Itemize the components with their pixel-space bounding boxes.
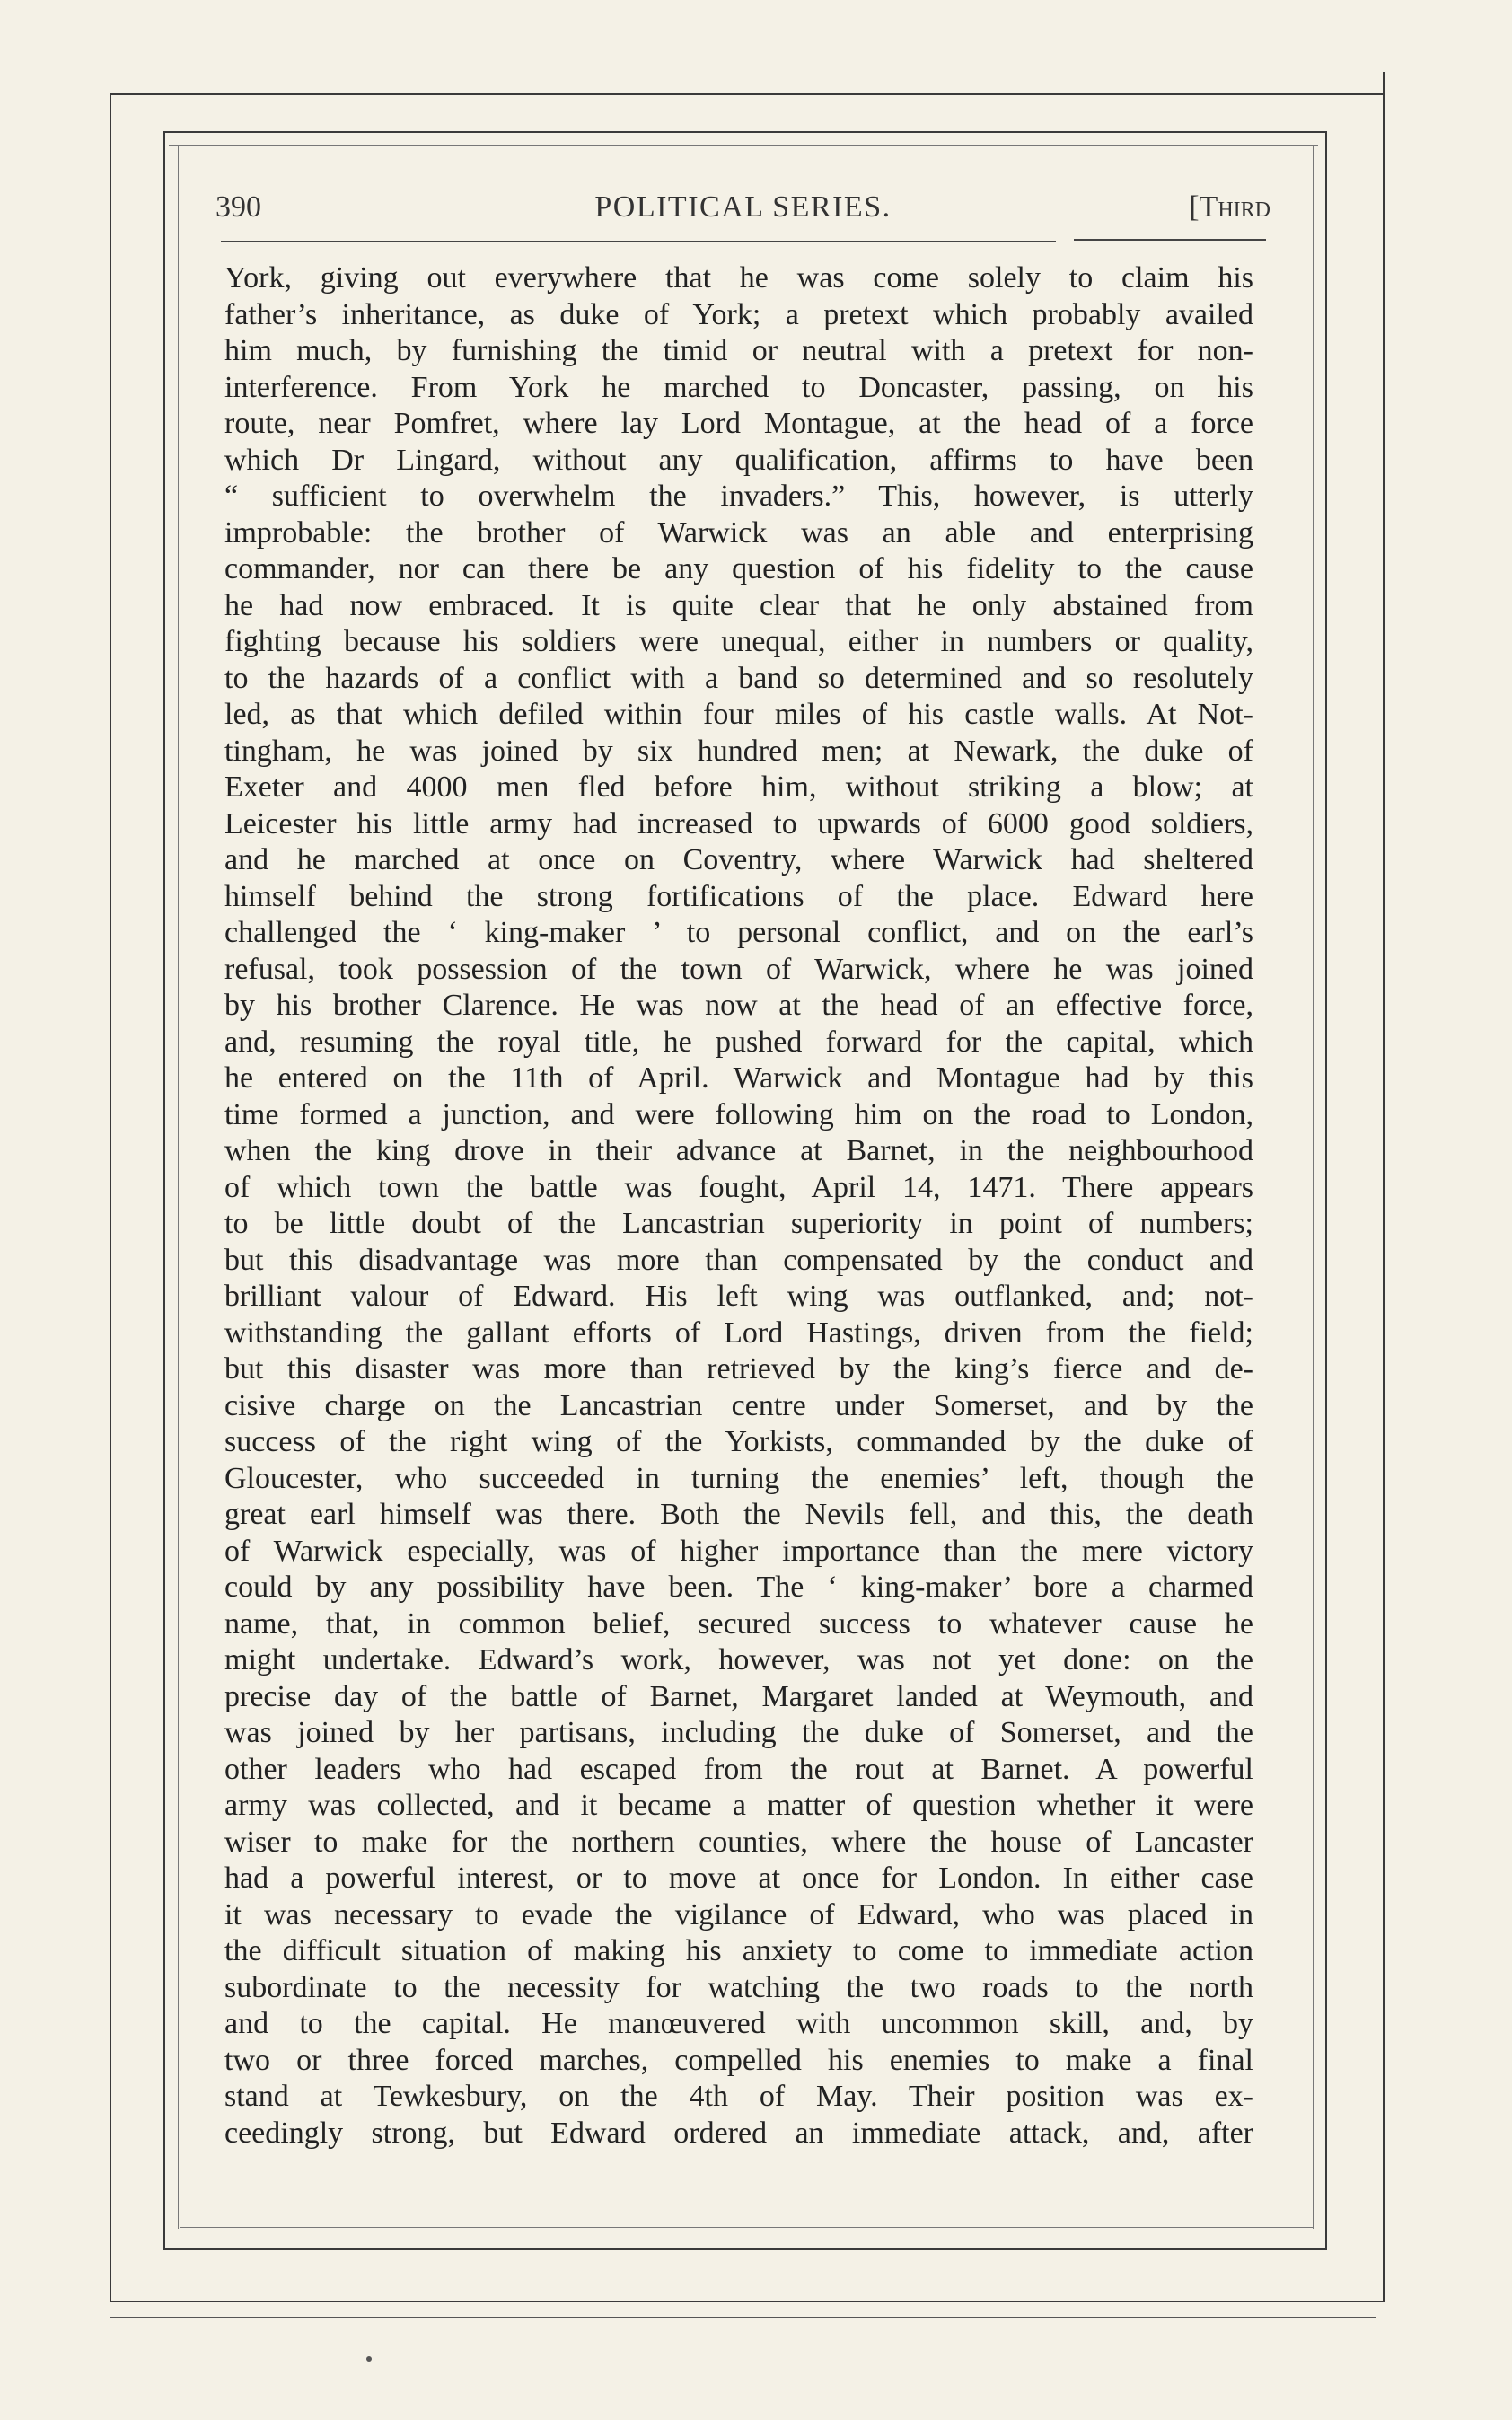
header-rule-left [221,241,1056,242]
text-line: two or three forced marches, compelled his enemies to make a final [224,2043,1253,2077]
text-line: when the king drove in their advance at Barnet, in the neighbourhood [224,1134,1253,1167]
text-line: he entered on the 11th of April. Warwick and Montague had by this [224,1061,1253,1095]
text-line: and to the capital. He manœuvered with uncommon skill, and, by [224,2007,1253,2040]
section-head: [Third [1189,190,1270,224]
text-line: withstanding the gallant efforts of Lord Hastings, driven from the field; [224,1316,1253,1350]
text-line: army was collected, and it became a matter of question whether it were [224,1789,1253,1822]
text-line: brilliant valour of Edward. His left wing was outflanked, and; not- [224,1280,1253,1313]
text-line: fighting because his soldiers were unequal, either in numbers or quality, [224,625,1253,658]
inner-frame-top [163,131,1327,133]
text-line: improbable: the brother of Warwick was an able and enterprising [224,515,1253,550]
text-line: Leicester his little army had increased to upwards of 6000 good soldiers, [224,806,1253,840]
text-line: and, resuming the royal title, he pushed forward for the capital, which [224,1025,1253,1059]
text-line: he had now embraced. It is quite clear that he only abstained from [224,588,1253,622]
text-line: subordinate to the necessity for watching the two roads to the north [224,1970,1253,2004]
inner-frame-bottom-2 [180,2227,1314,2228]
text-line: to be little doubt of the Lancastrian superiority in point of numbers; [224,1207,1253,1240]
inner-frame-left-2 [178,145,179,2229]
text-line: refusal, took possession of the town of Warwick, where he was joined [224,952,1253,986]
text-line: of which town the battle was fought, April 14, 1471. There appears [224,1170,1253,1204]
ink-speck [366,2356,372,2362]
text-line: had a powerful interest, or to move at once for London. In either case [224,1861,1253,1895]
text-line: himself behind the strong fortifications of the place. Edward here [224,879,1253,913]
text-line: “ sufficient to overwhelm the invaders.” This, however, is utterly [224,480,1253,513]
text-line: ceedingly strong, but Edward ordered an immediate attack, and, after [224,2116,1253,2150]
inner-frame-bottom [163,2248,1327,2250]
text-line: which Dr Lingard, without any qualification, affirms to have been [224,443,1253,477]
text-line: time formed a junction, and were following him on the road to London, [224,1097,1253,1131]
text-line: stand at Tewkesbury, on the 4th of May. Their position was ex- [224,2080,1253,2113]
running-header [215,190,1270,235]
text-line: wiser to make for the northern counties, where the house of Lancaster [224,1825,1253,1859]
text-line: and he marched at once on Coventry, where Warwick had sheltered [224,843,1253,876]
text-line: other leaders who had escaped from the rout at Barnet. A powerful [224,1752,1253,1786]
text-line: him much, by furnishing the timid or neutral with a pretext for non- [224,334,1253,367]
text-line: to the hazards of a conflict with a band so determined and so resolutely [224,661,1253,695]
text-line: cisive charge on the Lancastrian centre under Somerset, and by the [224,1388,1253,1422]
text-line: but this disadvantage was more than compensated by the conduct and [224,1243,1253,1277]
text-line: father’s inheritance, as duke of York; a pretext which probably availed [224,297,1253,331]
text-line: name, that, in common belief, secured success to whatever cause he [224,1606,1253,1641]
header-rule-right [1074,239,1266,241]
text-line: tingham, he was joined by six hundred men; at Newark, the duke of [224,734,1253,768]
text-line: but this disaster was more than retrieved by the king’s fierce and de- [224,1352,1253,1386]
inner-frame-left [163,131,165,2250]
text-line: of Warwick especially, was of higher importance than the mere victory [224,1534,1253,1568]
outer-frame-top [110,93,1385,95]
body-text [224,260,1253,2152]
text-line: Gloucester, who succeeded in turning the enemies’ left, though the [224,1461,1253,1495]
page-number: 390 [215,190,261,224]
running-head-title: POLITICAL SERIES. [594,190,892,224]
text-line: Exeter and 4000 men fled before him, without striking a blow; at [224,770,1253,804]
text-line: by his brother Clarence. He was now at the head of an effective force, [224,989,1253,1022]
outer-frame-bottom [110,2301,1385,2302]
text-line: might undertake. Edward’s work, however, was not yet done: on the [224,1643,1253,1676]
inner-frame-right [1325,131,1327,2250]
text-line: commander, nor can there be any question of his fidelity to the cause [224,552,1253,585]
outer-frame-left [110,93,111,2302]
text-line: route, near Pomfret, where lay Lord Montague, at the head of a force [224,407,1253,440]
text-line: precise day of the battle of Barnet, Margaret landed at Weymouth, and [224,1679,1253,1713]
text-line: could by any possibility have been. The ‘ king-maker’ bore a charmed [224,1571,1253,1604]
outer-frame-right [1383,72,1385,2302]
inner-frame-right-2 [1313,145,1314,2229]
inner-frame-top-2 [169,145,1318,146]
text-line: interference. From York he marched to Doncaster, passing, on his [224,370,1253,404]
text-line: led, as that which defiled within four miles of his castle walls. At Not- [224,698,1253,731]
text-line: York, giving out everywhere that he was come solely to claim his [224,261,1253,295]
text-line: was joined by her partisans, including the duke of Somerset, and the [224,1716,1253,1749]
text-line: great earl himself was there. Both the Nevils fell, and this, the death [224,1498,1253,1531]
text-line: the difficult situation of making his anxiety to come to immediate action [224,1934,1253,1967]
text-line: success of the right wing of the Yorkists, commanded by the duke of [224,1425,1253,1458]
text-line: challenged the ‘ king-maker ’ to personal conflict, and on the earl’s [224,916,1253,949]
text-line: it was necessary to evade the vigilance of Edward, who was placed in [224,1897,1253,1932]
bottom-edge-line [110,2317,1376,2318]
